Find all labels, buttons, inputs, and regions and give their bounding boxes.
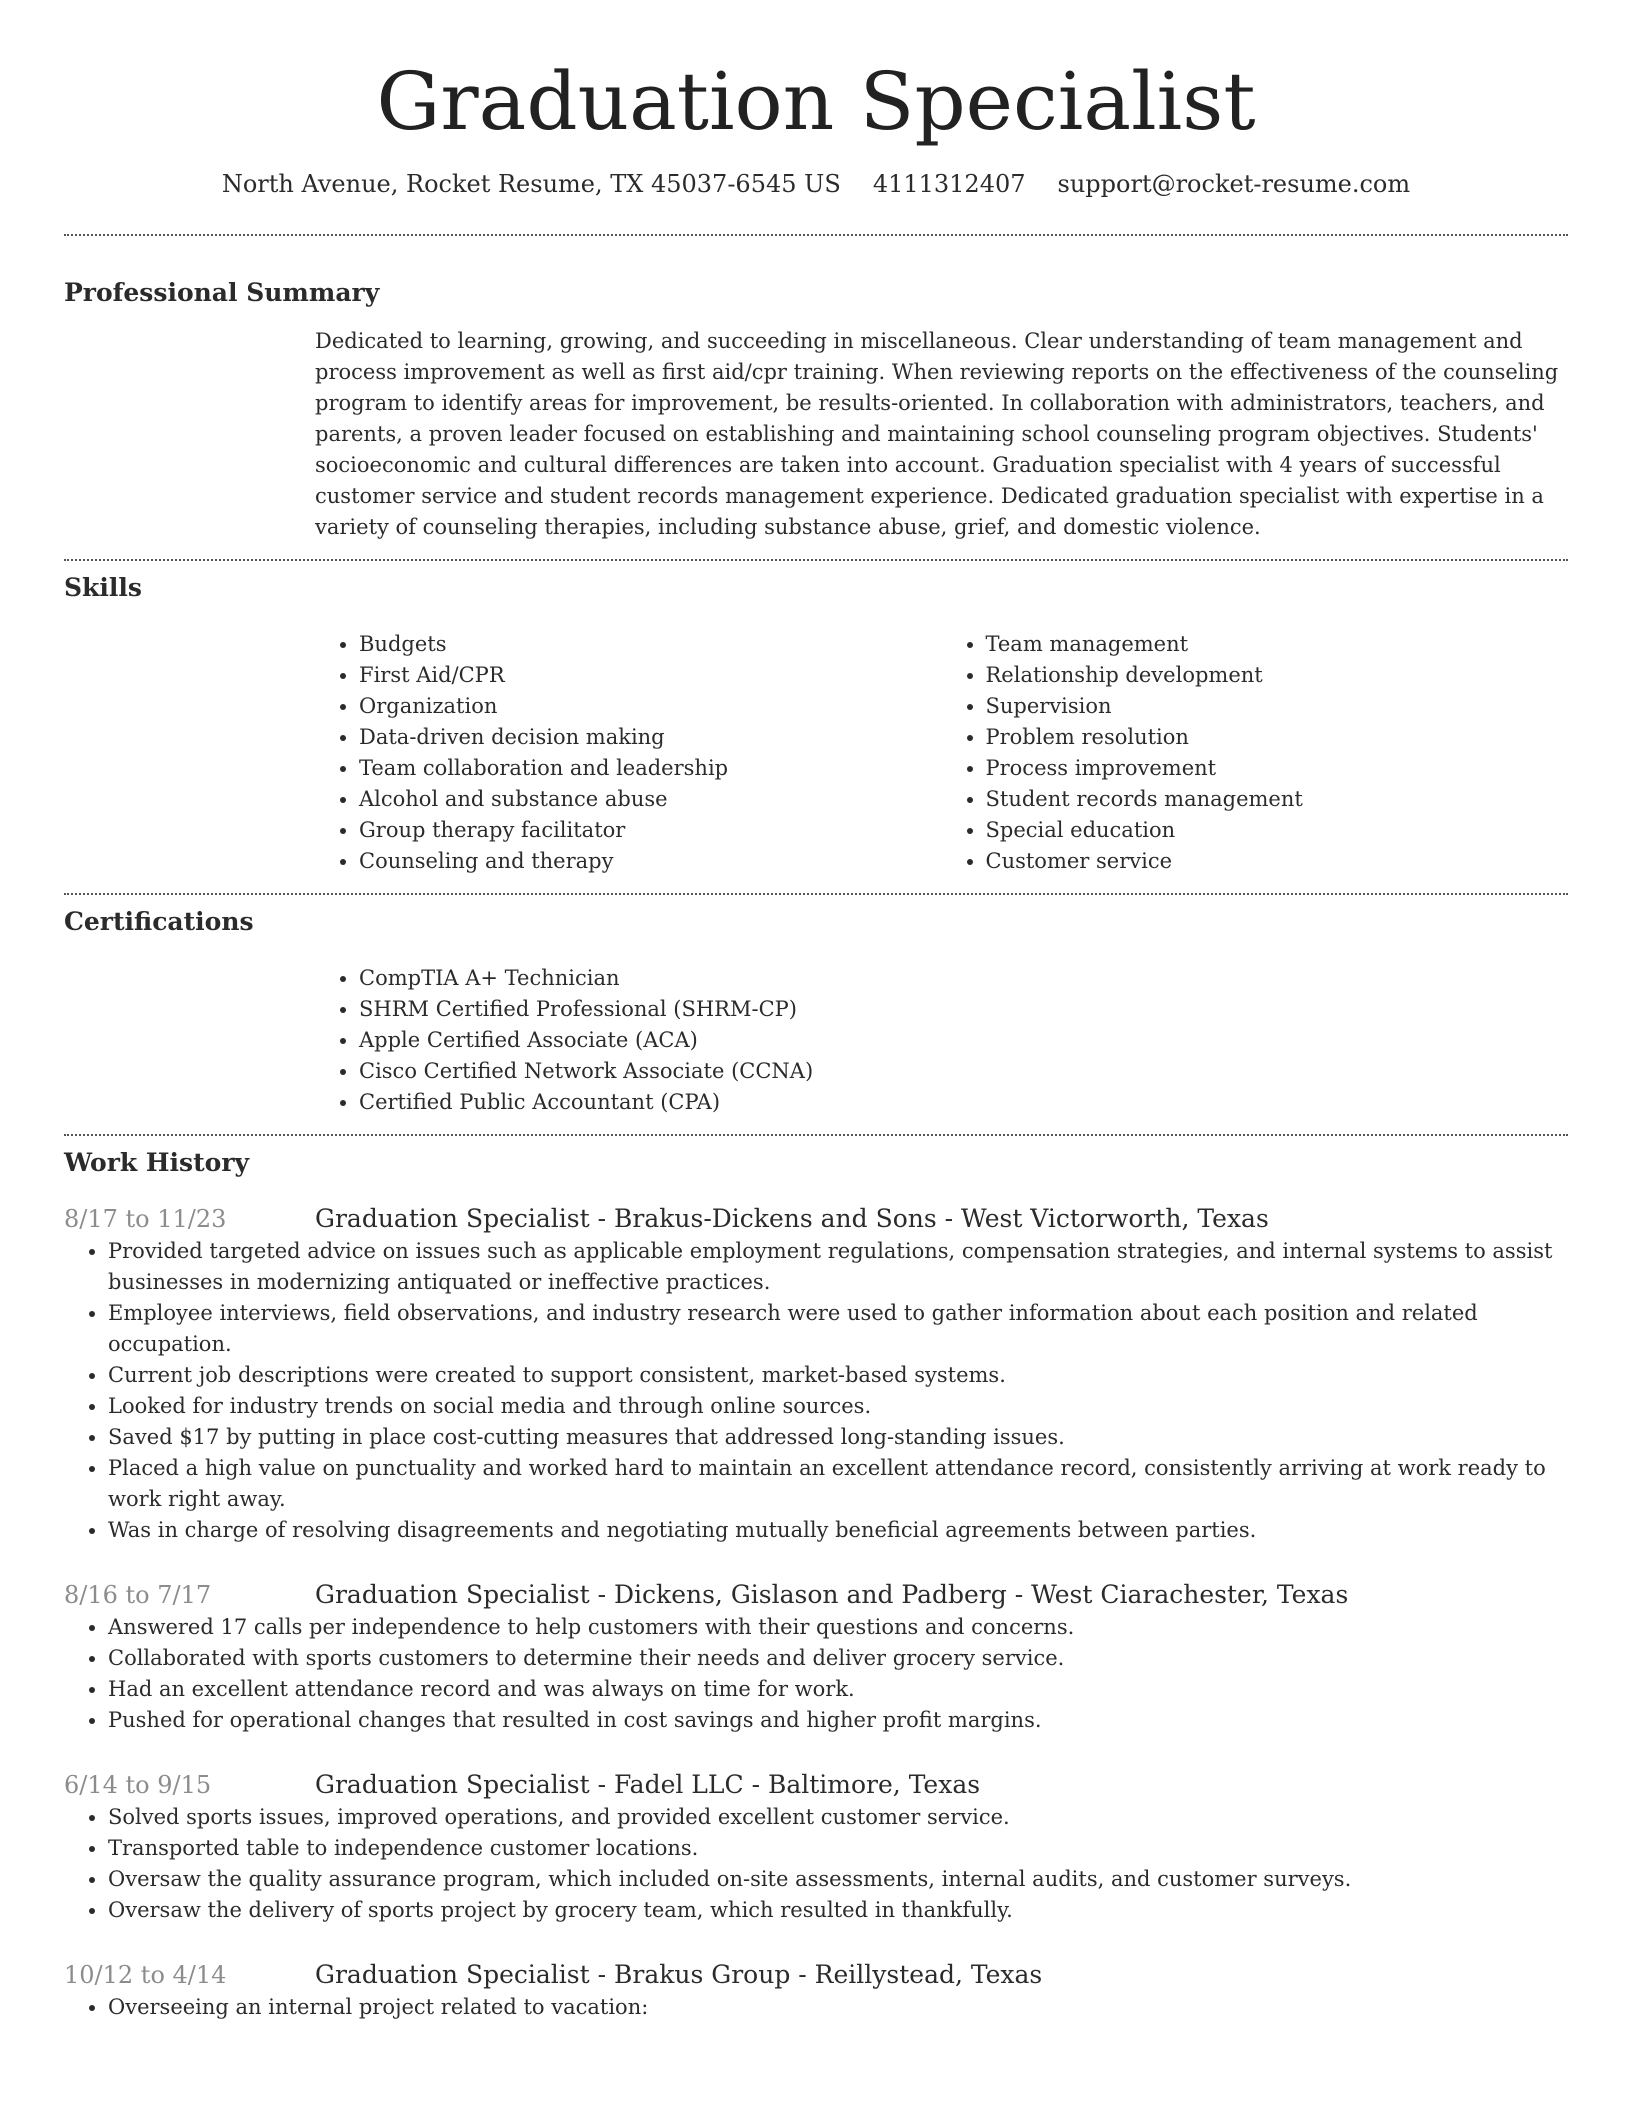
skill-item: • Problem resolution [986, 722, 1569, 753]
job-bullets [64, 1612, 1568, 1736]
job-entry [64, 1578, 1568, 1736]
skill-item: • First Aid/CPR [359, 660, 942, 691]
job-bullet: • Transported table to independence customer locations. [108, 1833, 1568, 1864]
divider [64, 559, 1568, 561]
job-heading: Graduation Specialist - Brakus-Dickens and Sons - West Victorworth, Texas [315, 1204, 1269, 1233]
skill-item: • Budgets [359, 629, 942, 660]
resume-name: Graduation Specialist [376, 55, 1256, 148]
divider [64, 1134, 1568, 1136]
job-dates: 8/17 to 11/23 [64, 1205, 227, 1233]
job-entry [64, 1202, 1568, 1546]
skill-item: • Data-driven decision making [359, 722, 942, 753]
job-bullet: • Provided targeted advice on issues such as applicable employment regulations, compensation strategies, and internal systems to assist businesses in modernizing antiquated or ineffective practices. [108, 1236, 1568, 1298]
job-bullet: • Employee interviews, field observations, and industry research were used to gather information about each position and related occupation. [108, 1298, 1568, 1360]
job-bullets [64, 1236, 1568, 1546]
divider [64, 234, 1568, 236]
skill-item: • Student records management [986, 784, 1569, 815]
skills-columns [315, 629, 1568, 877]
certifications-section [64, 905, 1568, 1118]
job-bullet: • Current job descriptions were created to support consistent, market-based systems. [108, 1360, 1568, 1391]
certification-item: • Certified Public Accountant (CPA) [359, 1087, 1568, 1118]
skills-section [64, 571, 1568, 877]
certifications-title: Certifications [64, 907, 254, 936]
skill-item: • Counseling and therapy [359, 846, 942, 877]
summary-section [64, 276, 1568, 543]
job-bullet: • Collaborated with sports customers to determine their needs and deliver grocery service. [108, 1643, 1568, 1674]
job-bullet: • Pushed for operational changes that resulted in cost savings and higher profit margins. [108, 1705, 1568, 1736]
certification-item: • Cisco Certified Network Associate (CCNA) [359, 1056, 1568, 1087]
divider [64, 893, 1568, 895]
job-bullet: • Solved sports issues, improved operations, and provided excellent customer service. [108, 1802, 1568, 1833]
certifications-list [315, 963, 1568, 1118]
job-bullet: • Had an excellent attendance record and was always on time for work. [108, 1674, 1568, 1705]
resume-page [64, 0, 1568, 2023]
job-bullets [64, 1992, 1568, 2023]
job-bullets [64, 1802, 1568, 1926]
job-dates: 10/12 to 4/14 [64, 1961, 227, 1989]
skill-item: • Organization [359, 691, 942, 722]
job-dates: 6/14 to 9/15 [64, 1771, 212, 1799]
job-entry [64, 1768, 1568, 1926]
skill-item: • Relationship development [986, 660, 1569, 691]
job-bullet: • Saved $17 by putting in place cost-cutting measures that addressed long-standing issues. [108, 1422, 1568, 1453]
skill-item: • Customer service [986, 846, 1569, 877]
contact-phone: 4111312407 [872, 170, 1026, 198]
skill-item: • Process improvement [986, 753, 1569, 784]
job-bullet: • Placed a high value on punctuality and worked hard to maintain an excellent attendance record, consistently arriving at work ready to work right away. [108, 1453, 1568, 1515]
contact-email[interactable]: support@rocket-resume.com [1057, 170, 1411, 198]
certification-item: • CompTIA A+ Technician [359, 963, 1568, 994]
job-entry [64, 1958, 1568, 2023]
job-heading: Graduation Specialist - Fadel LLC - Baltimore, Texas [315, 1770, 981, 1799]
job-bullet: • Oversaw the delivery of sports project by grocery team, which resulted in thankfully. [108, 1895, 1568, 1926]
skill-item: • Supervision [986, 691, 1569, 722]
job-dates: 8/16 to 7/17 [64, 1581, 212, 1609]
certification-item: • SHRM Certified Professional (SHRM-CP) [359, 994, 1568, 1025]
job-bullet: • Looked for industry trends on social media and through online sources. [108, 1391, 1568, 1422]
contact-address: North Avenue, Rocket Resume, TX 45037-6545 US [221, 170, 841, 198]
skill-item: • Team management [986, 629, 1569, 660]
skill-item: • Group therapy facilitator [359, 815, 942, 846]
work-history-section [64, 1146, 1568, 2023]
certifications-body [315, 963, 1568, 1118]
contact-line [64, 168, 1568, 200]
job-heading: Graduation Specialist - Dickens, Gislason and Padberg - West Ciarachester, Texas [315, 1580, 1349, 1609]
certification-item: • Apple Certified Associate (ACA) [359, 1025, 1568, 1056]
skills-list-left [315, 629, 942, 877]
summary-text: Dedicated to learning, growing, and succeeding in miscellaneous. Clear understanding of team management and process improvement as well as first aid/cpr training. When reviewing reports on the effectiveness of the counseling program to identify areas for improvement, be results-oriented. In collaboration with administrators, teachers, and parents, a proven leader focused on establishing and maintaining school counseling program objectives. Students' socioeconomic and cultural differences are taken into account. Graduation specialist with 4 years of successful customer service and student records management experience. Dedicated graduation specialist with expertise in a variety of counseling therapies, including substance abuse, grief, and domestic violence. [315, 329, 1559, 539]
summary-title: Professional Summary [64, 278, 380, 307]
job-bullet: • Oversaw the quality assurance program, which included on-site assessments, internal audits, and customer surveys. [108, 1864, 1568, 1895]
work-history-title: Work History [64, 1148, 250, 1177]
job-heading: Graduation Specialist - Brakus Group - Reillystead, Texas [315, 1960, 1043, 1989]
job-bullet: • Overseeing an internal project related to vacation: [108, 1992, 1568, 2023]
skill-item: • Special education [986, 815, 1569, 846]
summary-body [315, 326, 1568, 543]
skill-item: • Team collaboration and leadership [359, 753, 942, 784]
skills-list-right [942, 629, 1569, 877]
job-bullet: • Answered 17 calls per independence to help customers with their questions and concerns. [108, 1612, 1568, 1643]
skills-title: Skills [64, 573, 142, 602]
skill-item: • Alcohol and substance abuse [359, 784, 942, 815]
job-bullet: • Was in charge of resolving disagreements and negotiating mutually beneficial agreements between parties. [108, 1515, 1568, 1546]
